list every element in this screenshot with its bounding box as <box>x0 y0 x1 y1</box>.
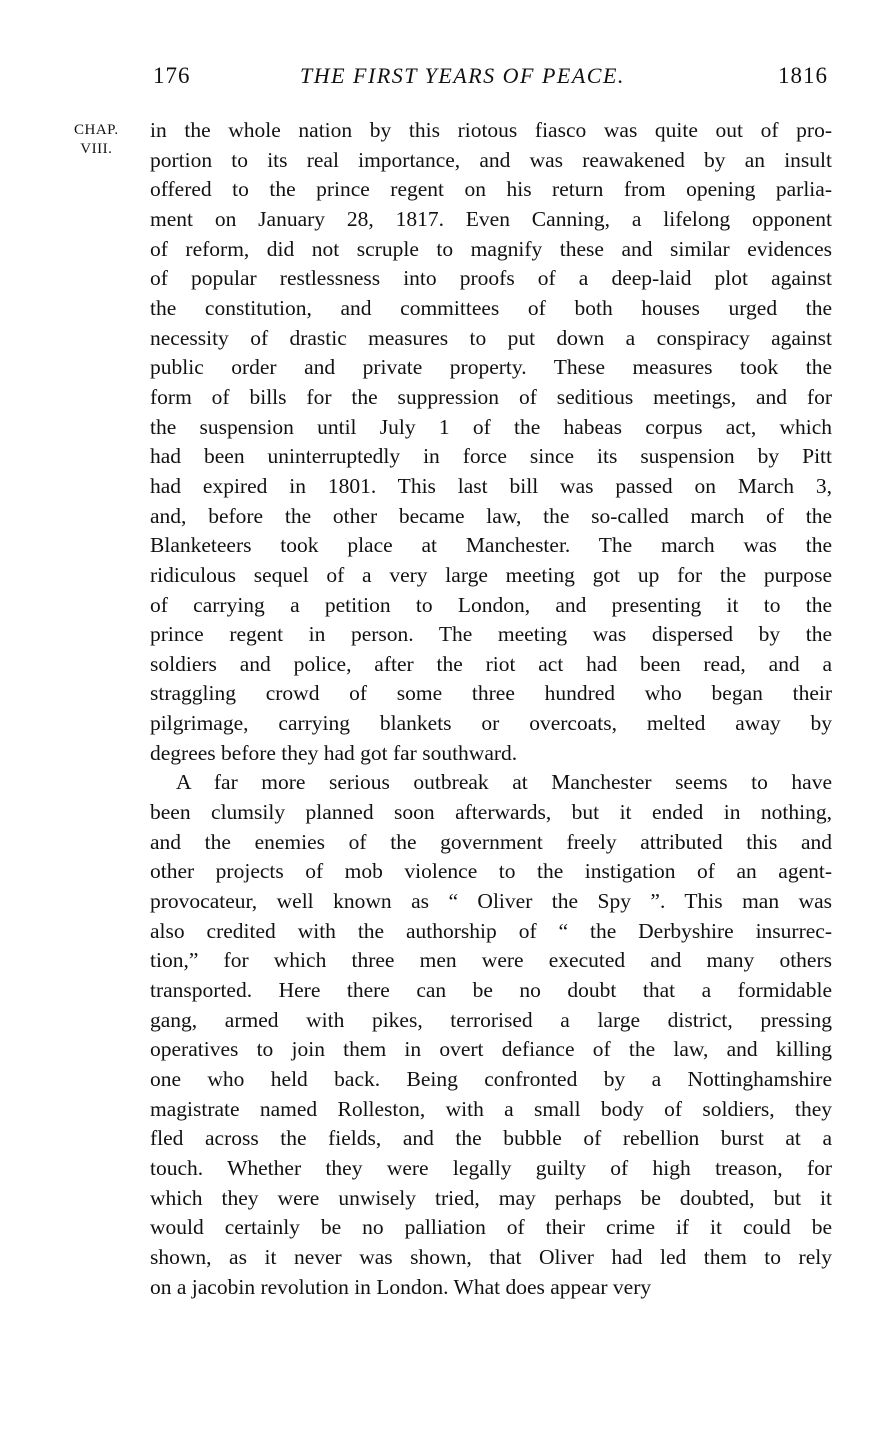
paragraph <box>150 116 832 768</box>
text-line: and, before the other became law, the so-called march of the <box>150 503 832 528</box>
text-line: the constitution, and committees of both houses urged the <box>150 295 832 320</box>
margin-note-number: VIII. <box>80 141 113 157</box>
margin-note-chap: CHAP. <box>74 122 119 138</box>
text-line: gang, armed with pikes, terrorised a large district, pressing <box>150 1007 832 1032</box>
page-year: 1816 <box>778 63 828 88</box>
text-line: soldiers and police, after the riot act had been read, and a <box>150 651 832 676</box>
text-line: the suspension until July 1 of the habeas corpus act, which <box>150 414 832 439</box>
text-line: of reform, did not scruple to magnify these and similar evidences <box>150 236 832 261</box>
text-line: other projects of mob violence to the instigation of an agent- <box>150 859 832 884</box>
text-line: ment on January 28, 1817. Even Canning, a lifelong opponent <box>150 206 832 231</box>
text-line: public order and private property. These measures took the <box>150 355 832 380</box>
text-line: operatives to join them in overt defiance of the law, and killing <box>150 1037 832 1062</box>
text-line: shown, as it never was shown, that Oliver had led them to rely <box>150 1244 832 1269</box>
text-line: in the whole nation by this riotous fiasco was quite out of pro- <box>150 118 832 142</box>
text-line: fled across the fields, and the bubble of rebellion burst at a <box>150 1126 832 1151</box>
text-line: pilgrimage, carrying blankets or overcoats, melted away by <box>150 711 832 736</box>
text-line: of popular restlessness into proofs of a deep-laid plot against <box>150 266 832 291</box>
text-line: ridiculous sequel of a very large meeting got up for the purpose <box>150 562 832 587</box>
text-line: prince regent in person. The meeting was dispersed by the <box>150 622 832 647</box>
text-line: portion to its real importance, and was reawakened by an insult <box>150 147 832 172</box>
text-line: and the enemies of the government freely attributed this and <box>150 829 832 854</box>
paragraph <box>150 768 832 1302</box>
running-title: THE FIRST YEARS OF PEACE. <box>300 63 625 88</box>
text-line: which they were unwisely tried, may perhaps be doubted, but it <box>150 1185 832 1210</box>
body-text <box>150 116 832 1302</box>
text-line: Blanketeers took place at Manchester. The march was the <box>150 533 832 558</box>
text-line: offered to the prince regent on his return from opening parlia- <box>150 177 832 202</box>
text-line: one who held back. Being confronted by a Nottinghamshire <box>150 1067 832 1091</box>
text-line: been clumsily planned soon afterwards, but it ended in nothing, <box>150 800 832 825</box>
text-line: straggling crowd of some three hundred who began their <box>150 681 832 706</box>
text-line: magistrate named Rolleston, with a small body of soldiers, they <box>150 1096 832 1121</box>
text-line: A far more serious outbreak at Manchester seems to have <box>176 770 832 795</box>
text-line: transported. Here there can be no doubt that a formidable <box>150 978 832 1003</box>
text-line: had been uninterruptedly in force since its suspension by Pitt <box>150 444 832 469</box>
text-line: necessity of drastic measures to put down a conspiracy against <box>150 325 832 350</box>
text-line: of carrying a petition to London, and presenting it to the <box>150 592 832 617</box>
text-line: degrees before they had got far southward. <box>150 740 518 765</box>
text-line: tion,” for which three men were executed and many others <box>150 948 832 973</box>
text-line: would certainly be no palliation of their crime if it could be <box>150 1215 832 1240</box>
page-number: 176 <box>153 63 191 88</box>
chapter-margin-note <box>74 121 119 159</box>
text-line: touch. Whether they were legally guilty of high treason, for <box>150 1155 832 1180</box>
text-line: also credited with the authorship of “ the Derbyshire insurrec- <box>150 918 832 943</box>
text-line: had expired in 1801. This last bill was passed on March 3, <box>150 473 832 498</box>
text-line: on a jacobin revolution in London. What does appear very <box>150 1274 652 1299</box>
text-line: provocateur, well known as “ Oliver the Spy ”. This man was <box>150 889 832 914</box>
text-line: form of bills for the suppression of seditious meetings, and for <box>150 384 832 409</box>
